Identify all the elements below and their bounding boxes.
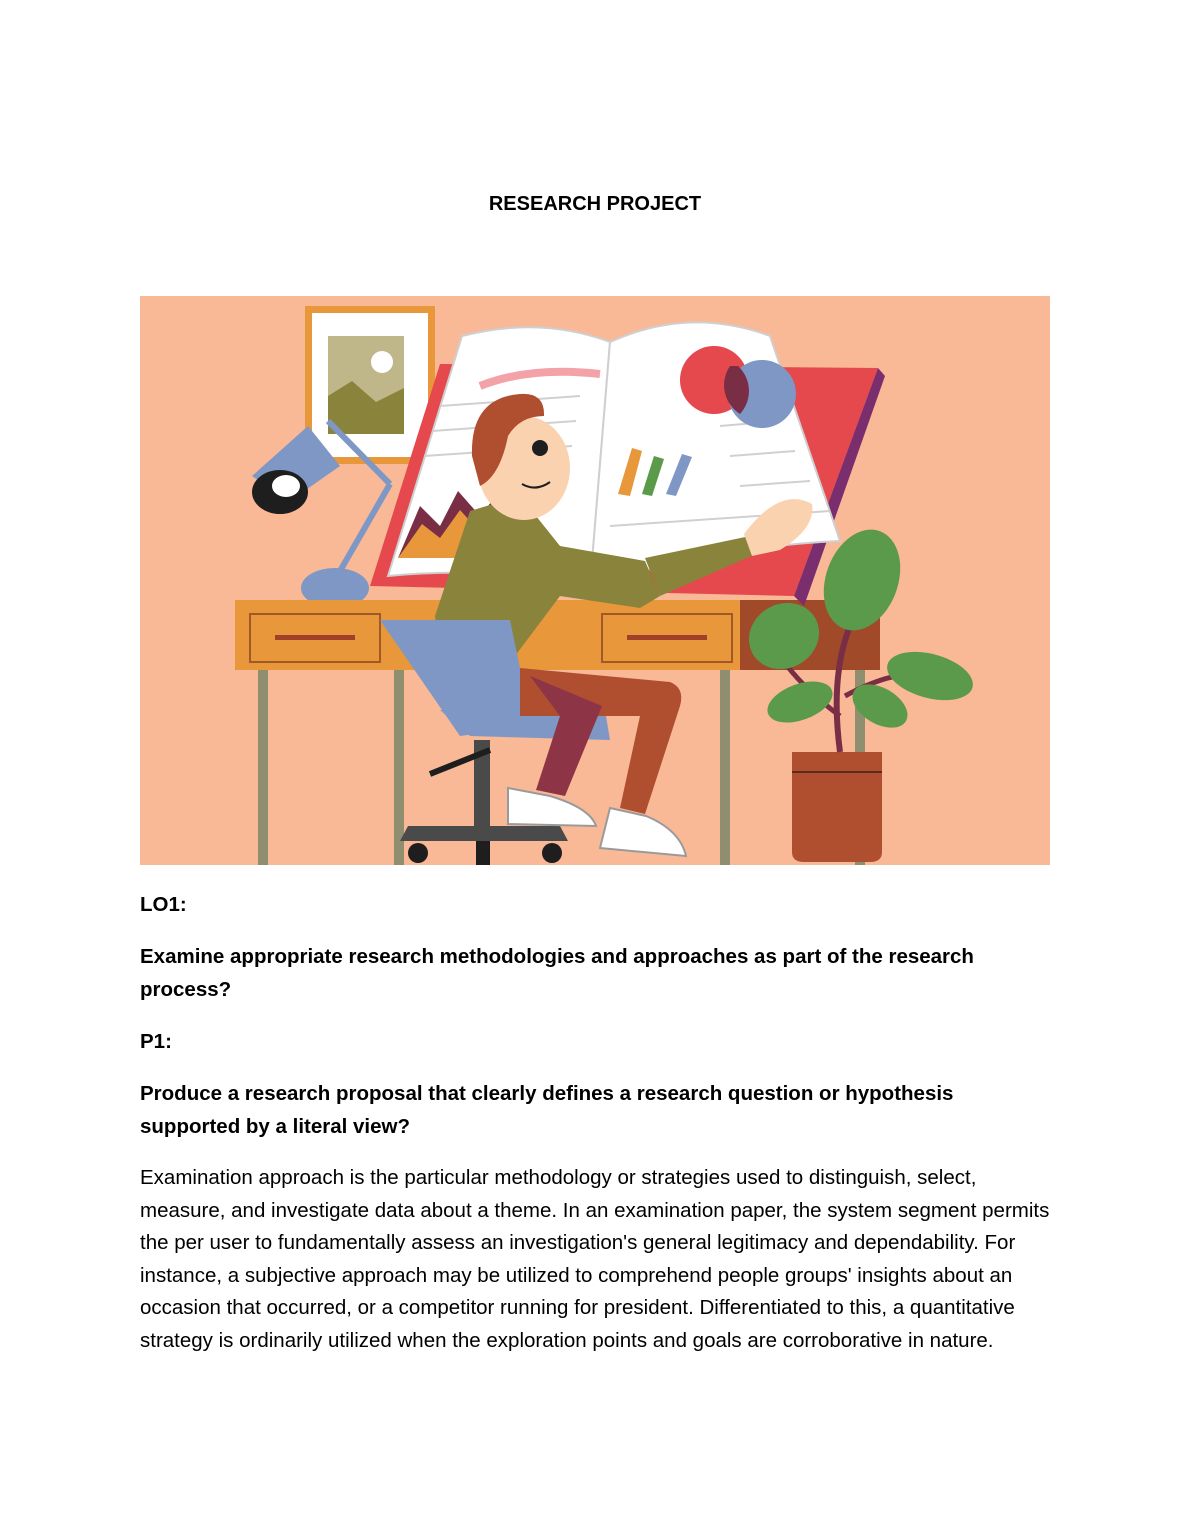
page-title: RESEARCH PROJECT (488, 193, 702, 215)
lo-question: Examine appropriate research methodologies and approaches as part of the research process? (140, 945, 974, 1001)
body-paragraph: Examination approach is the particular methodology or strategies used to distinguish, select, measure, and investigate data about a theme. In an examination paper, the system segment permits the per user to fundamentally assess an investigation's general legitimacy and dependability. For instance, a subjective approach may be utilized to comprehend people groups' insights about an occasion that occurred, or a competitor running for president. Differentiated to this, a quantitative strategy is ordinarily utilized when the exploration points and goals are corroborative in nature. (140, 1166, 1050, 1352)
researcher-reading-book-icon (140, 296, 1050, 865)
p-label: P1: (140, 1030, 172, 1053)
lo-label: LO1: (140, 893, 187, 916)
researcher-illustration (140, 296, 1050, 865)
document-content (140, 888, 1050, 1357)
p-question: Produce a research proposal that clearly defines a research question or hypothesis supported by a literal view? (140, 1082, 954, 1138)
